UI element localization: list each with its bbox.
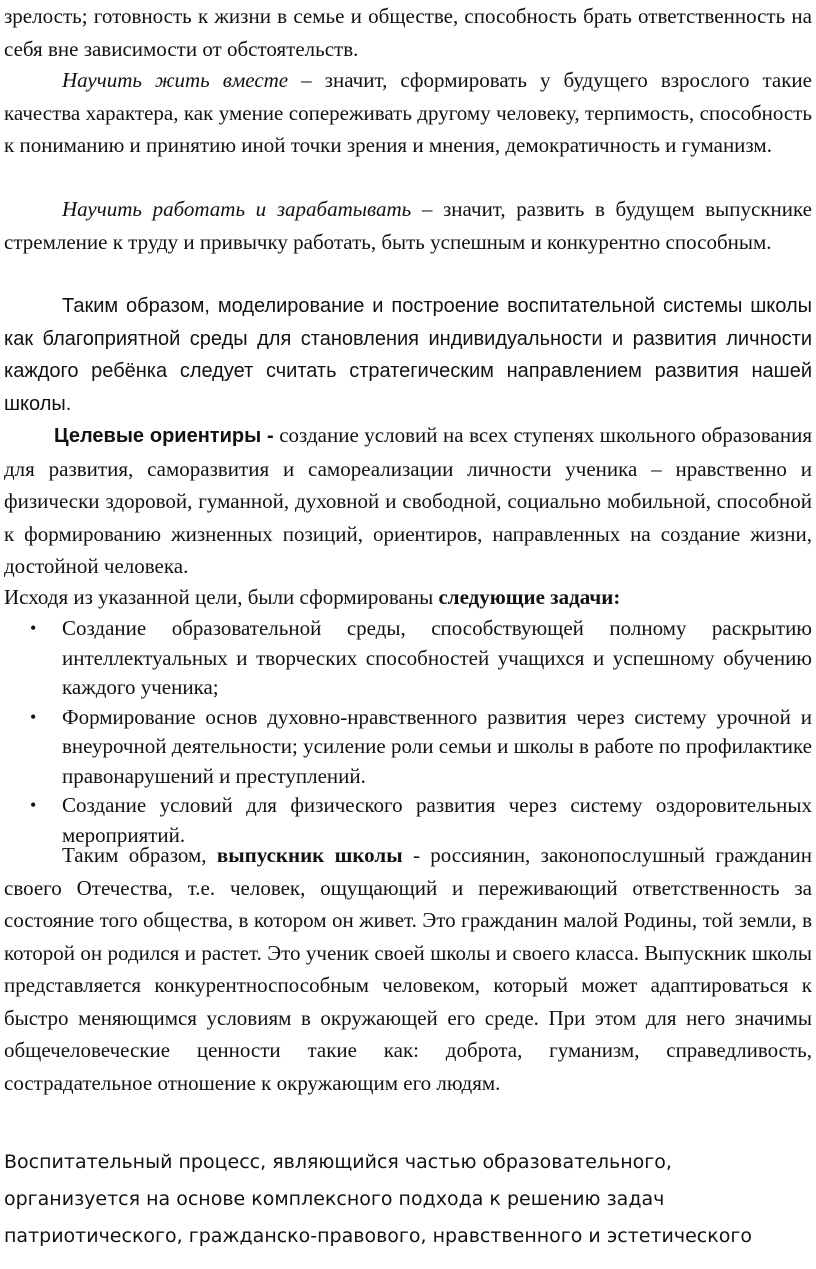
paragraph-tasks-intro [4,581,812,614]
paragraph-target-orientations [4,419,812,583]
paragraph-work-earn [4,193,812,258]
label-target-orientations: Целевые ориентиры - [54,425,274,447]
text-live-together: – значит, сформировать у будущего взрослого такие качества характера, как умение сопереживать другому человеку, терпимость, способность к пониманию и принятию иной точки зрения и мнения, демократичность и гуманизм. [4,68,812,157]
text-target-orientations: создание условий на всех ступенях школьного образования для развития, саморазвития и самореализации личности ученика – нравственно и физически здоровой, гуманной, духовной и свободной, социально мобильной, способной к формированию жизненных позиций, ориентиров, направленных на создание жизни, достойной человека. [4,423,812,578]
bullet-icon: • [30,706,37,727]
paragraph-maturity: зрелость; готовность к жизни в семье и обществе, способность брать ответственность на себя вне зависимости от обстоятельств. [4,4,812,61]
label-graduate: выпускник школы [216,843,403,867]
task-text: Формирование основ духовно-нравственного развития через систему урочной и внеурочной деятельности; усиление роли семьи и школы в работе по профилактике правонарушений и преступлений. [62,704,812,788]
paragraph-live-together [4,64,812,162]
bullet-icon: • [30,618,37,638]
paragraph-graduate [4,839,812,1099]
task-list [0,614,812,850]
list-item [0,614,812,703]
paragraph-modeling: Таким образом, моделирование и построение воспитательной системы школы как благоприятной среды для становления индивидуальности и развития личности каждого ребёнка следует считать стратегическим направлением развития нашей школы. [4,295,812,415]
task-text: Создание образовательной среды, способствующей полному раскрытию интеллектуальных и творческих способностей учащихся и успешному обучению каждого ученика; [62,616,812,699]
label-following-tasks: следующие задачи: [438,585,621,609]
text-graduate-2: - россиянин, законопослушный гражданин своего Отечества, т.е. человек, ощущающий и переживающий ответственность за состояние того общества, в котором он живет. Это гражданин малой Родины, той земли, в которой он родился и растет. Это ученик своей школы и своего класса. Выпускник школы представляется конкурентноспособным человеком, который может адаптироваться к быстро меняющимся условиям в окружающей его среде. При этом для него значимы общечеловеческие ценности такие как: доброта, гуманизм, справедливость, сострадательное отношение к окружающим его людям. [4,843,812,1095]
list-item [0,703,812,792]
text-work-earn: – значит, развить в будущем выпускнике стремление к труду и привычку работать, быть успешным и конкурентно способным. [4,197,812,254]
text-tasks-intro: Исходя из указанной цели, были сформированы [4,585,439,609]
bullet-icon: • [30,795,37,815]
task-text: Создание условий для физического развития через систему оздоровительных мероприятий. [62,793,812,847]
term-live-together: Научить жить вместе [62,68,289,92]
paragraph-educational-process: Воспитательный процесс, являющийся частью образовательного, организуется на основе комплексного подхода к решению задач патриотического, гражданско-правового, нравственного и эстетического [4,1151,752,1247]
text-graduate-1: Таким образом, [62,843,217,867]
term-work-earn: Научить работать и зарабатывать [62,197,412,221]
